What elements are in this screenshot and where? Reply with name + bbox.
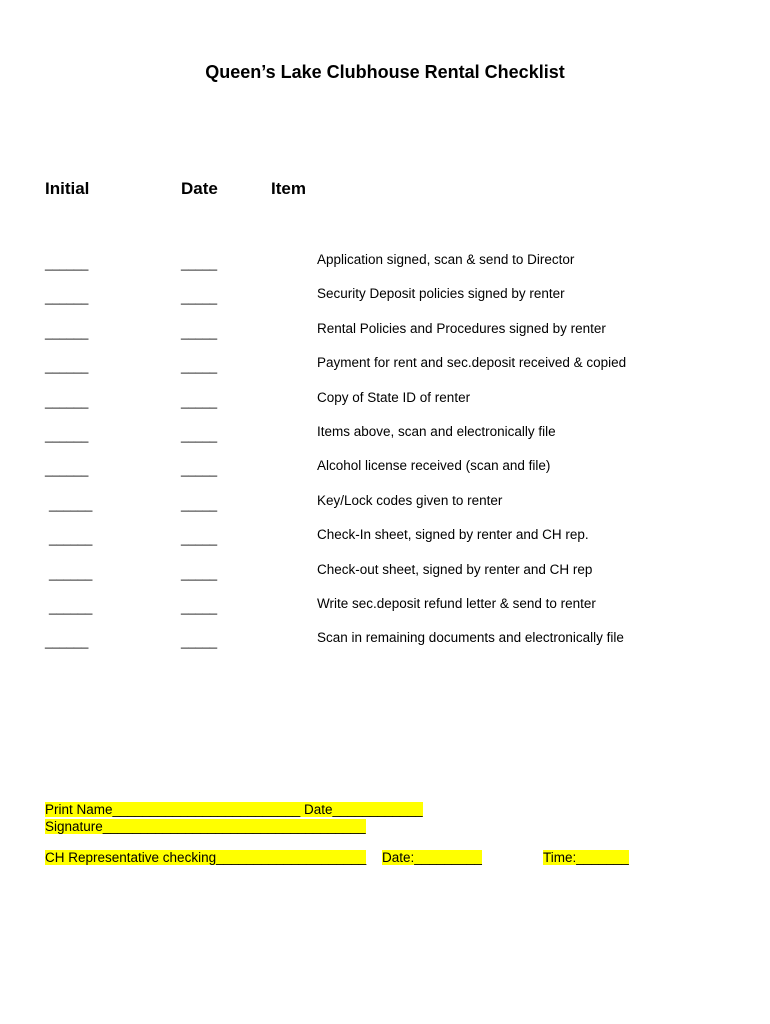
initial-blank[interactable]: ______ — [45, 634, 89, 650]
checklist-row — [0, 424, 770, 458]
checklist-item-text: Check-In sheet, signed by renter and CH rep. — [317, 527, 589, 543]
print-name-field[interactable]: Print Name_________________________ Date____________ — [45, 802, 423, 817]
signature-field[interactable]: Signature___________________________________ — [45, 819, 366, 834]
date-blank[interactable]: _____ — [181, 359, 218, 375]
checklist-item-text: Write sec.deposit refund letter & send to renter — [317, 595, 596, 611]
ch-time-field[interactable]: Time:_______ — [543, 850, 629, 865]
checklist-item-text: Key/Lock codes given to renter — [317, 492, 503, 508]
column-header-date: Date — [181, 179, 218, 198]
ch-representative-line — [45, 850, 745, 865]
date-blank[interactable]: _____ — [181, 599, 218, 615]
checklist-item-text: Application signed, scan & send to Director — [317, 252, 575, 267]
date-blank[interactable]: _____ — [181, 324, 218, 340]
checklist-row — [0, 562, 770, 596]
checklist-row — [0, 390, 770, 424]
initial-blank[interactable]: ______ — [45, 290, 89, 306]
initial-blank[interactable]: ______ — [49, 496, 93, 512]
initial-blank[interactable]: ______ — [45, 359, 89, 375]
checklist-row — [0, 355, 770, 389]
checklist-item-text: Payment for rent and sec.deposit received & copied — [317, 355, 627, 371]
initial-blank[interactable]: ______ — [45, 393, 89, 409]
checklist-row — [0, 630, 770, 664]
signature-line[interactable] — [45, 819, 366, 834]
checklist-item-text: Check-out sheet, signed by renter and CH rep — [317, 561, 593, 577]
ch-representative-field[interactable]: CH Representative checking____________________ — [45, 850, 367, 865]
date-blank[interactable]: _____ — [181, 393, 218, 409]
checklist-row — [0, 458, 770, 492]
date-blank[interactable]: _____ — [181, 565, 218, 581]
checklist-row — [0, 252, 770, 286]
checklist-item-text: Rental Policies and Procedures signed by renter — [317, 320, 606, 336]
ch-date-field[interactable]: Date:_________ — [382, 850, 482, 865]
initial-blank[interactable]: ______ — [45, 256, 89, 271]
checklist-row — [0, 321, 770, 355]
date-blank[interactable]: _____ — [181, 427, 218, 443]
initial-blank[interactable]: ______ — [49, 599, 93, 615]
checklist — [0, 252, 770, 665]
date-blank[interactable]: _____ — [181, 531, 218, 547]
print-name-line[interactable] — [45, 802, 423, 817]
checklist-item-text: Scan in remaining documents and electronically file — [317, 630, 624, 646]
initial-blank[interactable]: ______ — [45, 324, 89, 340]
checklist-item-text: Security Deposit policies signed by renter — [317, 286, 565, 302]
date-blank[interactable]: _____ — [181, 496, 218, 512]
date-blank[interactable]: _____ — [181, 462, 218, 478]
checklist-row — [0, 596, 770, 630]
date-blank[interactable]: _____ — [181, 256, 218, 271]
initial-blank[interactable]: ______ — [45, 427, 89, 443]
checklist-item-text: Alcohol license received (scan and file) — [317, 458, 551, 474]
initial-blank[interactable]: ______ — [45, 462, 89, 478]
checklist-item-text: Copy of State ID of renter — [317, 389, 471, 405]
page-title: Queen’s Lake Clubhouse Rental Checklist — [205, 62, 565, 82]
checklist-item-text: Items above, scan and electronically file — [317, 423, 556, 439]
initial-blank[interactable]: ______ — [49, 531, 93, 547]
checklist-row — [0, 493, 770, 527]
date-blank[interactable]: _____ — [181, 634, 218, 650]
initial-blank[interactable]: ______ — [49, 565, 93, 581]
checklist-row — [0, 527, 770, 561]
checklist-row — [0, 286, 770, 320]
date-blank[interactable]: _____ — [181, 290, 218, 306]
column-header-item: Item — [271, 179, 306, 198]
column-header-initial: Initial — [45, 179, 90, 198]
